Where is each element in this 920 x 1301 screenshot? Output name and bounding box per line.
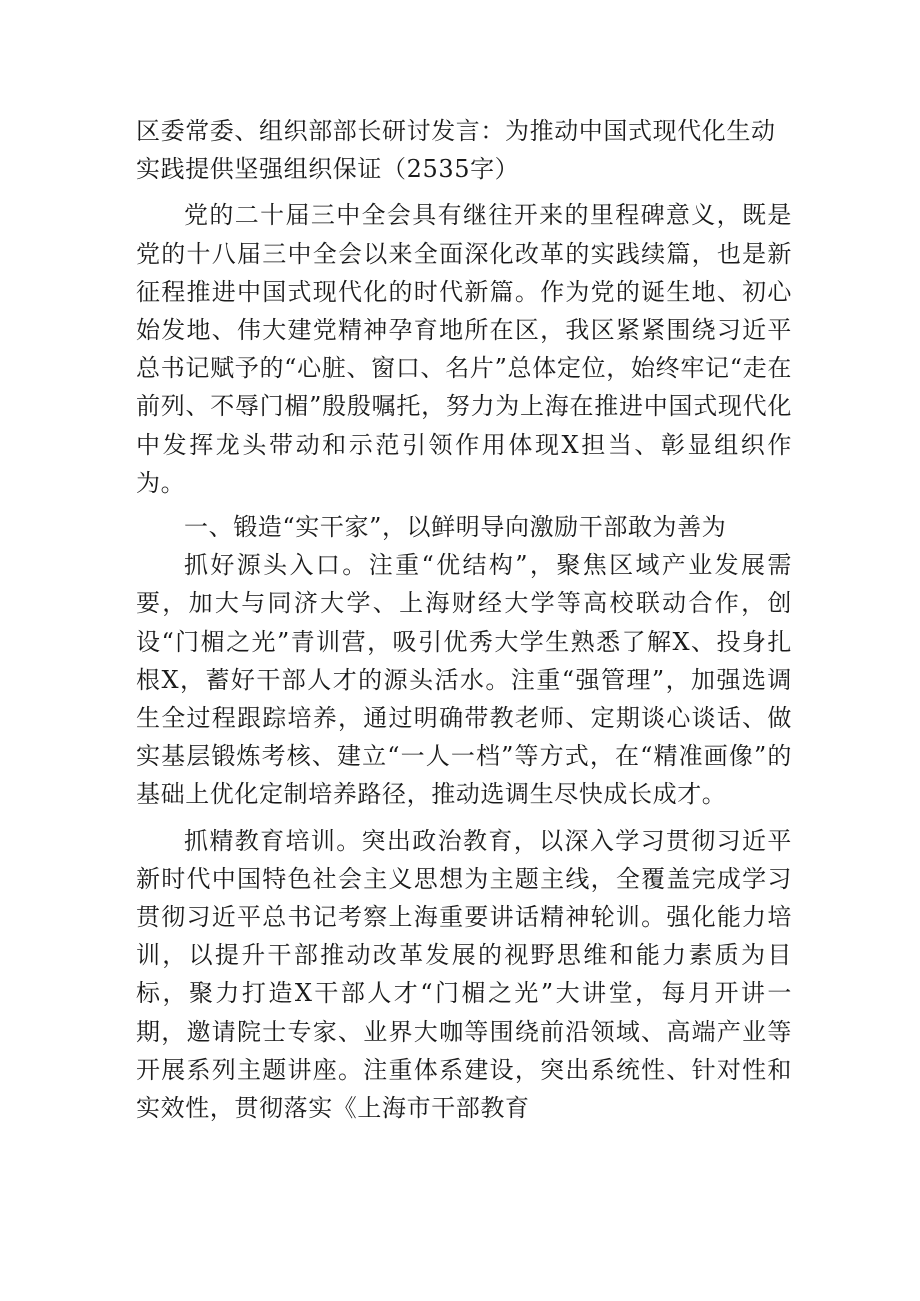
document-body (136, 112, 792, 1127)
section-heading: 一、锻造“实干家”，以鲜明导向激励干部敢为善为 (184, 513, 727, 542)
document-title: 区委常委、组织部部长研讨发言：为推动中国式现代化生动实践提供坚强组织保证（2535字） (136, 117, 776, 184)
body-paragraph: 抓好源头入口。注重“优结构”，聚焦区域产业发展需要，加大与同济大学、上海财经大学等高校联动合作，创设“门楣之光”青训营，吸引优秀大学生熟悉了解X、投身扎根X，蓄好干部人才的源头活水。注重“强管理”，加强选调生全过程跟踪培养，通过明确带教老师、定期谈心谈话、做实基层锻炼考核、建立“一人一档”等方式，在“精准画像”的基础上优化定制培养路径，推动选调生尽快成长成才。 (136, 551, 792, 809)
body-paragraph: 抓精教育培训。突出政治教育，以深入学习贯彻习近平新时代中国特色社会主义思想为主题主线，全覆盖完成学习贯彻习近平总书记考察上海重要讲话精神轮训。强化能力培训，以提升干部推动改革发展的视野思维和能力素质为目标，聚力打造X干部人才“门楣之光”大讲堂，每月开讲一期，邀请院士专家、业界大咖等围绕前沿领域、高端产业等开展系列主题讲座。注重体系建设，突出系统性、针对性和实效性，贯彻落实《上海市干部教育 (136, 826, 792, 1123)
intro-paragraph: 党的二十届三中全会具有继往开来的里程碑意义，既是党的十八届三中全会以来全面深化改革的实践续篇，也是新征程推进中国式现代化的时代新篇。作为党的诞生地、初心始发地、伟大建党精神孕育地所在区，我区紧紧围绕习近平总书记赋予的“心脏、窗口、名片”总体定位，始终牢记“走在前列、不辱门楣”殷殷嘱托，努力为上海在推进中国式现代化中发挥龙头带动和示范引领作用体现X担当、彰显组织作为。 (136, 201, 792, 497)
